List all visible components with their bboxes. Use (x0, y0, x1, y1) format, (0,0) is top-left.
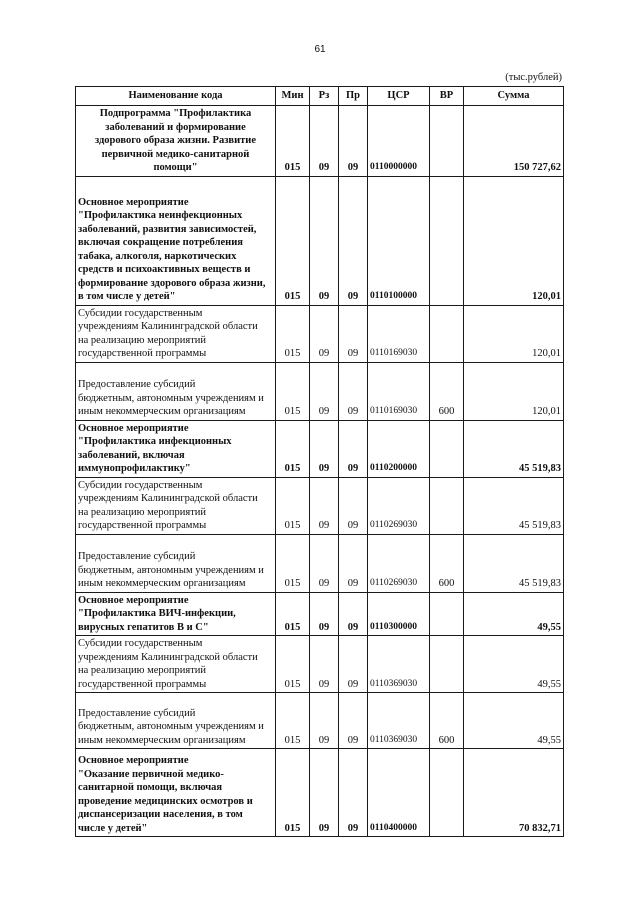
table-row (76, 749, 564, 837)
row-name: Основное мероприятие "Профилактика неинфекционных заболеваний, развития зависимостей, включая сокращение потребления табака, алкоголя, наркотических средств и психоактивных веществ и формирование здорового образа жизни, в том числе у детей" (76, 176, 276, 305)
table-row (76, 534, 564, 592)
header-pr: Пр (339, 87, 368, 106)
table-row (76, 362, 564, 420)
row-csr: 0110300000 (368, 592, 430, 636)
row-csr: 0110000000 (368, 106, 430, 177)
row-rz: 09 (310, 636, 339, 693)
row-vr (430, 305, 464, 362)
row-vr (430, 592, 464, 636)
row-vr (430, 636, 464, 693)
row-rz: 09 (310, 176, 339, 305)
row-pr: 09 (339, 420, 368, 477)
row-rz: 09 (310, 362, 339, 420)
row-sum: 49,55 (464, 592, 564, 636)
table-row (76, 176, 564, 305)
table-row (76, 636, 564, 693)
row-csr: 0110400000 (368, 749, 430, 837)
row-name: Предоставление субсидий бюджетным, автономным учреждениям и иным некоммерческим организациям (76, 693, 276, 749)
row-sum: 120,01 (464, 305, 564, 362)
row-name: Подпрограмма "Профилактика заболеваний и формирование здорового образа жизни. Развитие первичной медико-санитарной помощи" (76, 106, 276, 177)
row-csr: 0110369030 (368, 693, 430, 749)
row-min: 015 (276, 477, 310, 534)
row-name: Предоставление субсидий бюджетным, автономным учреждениям и иным некоммерческим организациям (76, 534, 276, 592)
row-sum: 45 519,83 (464, 534, 564, 592)
row-rz: 09 (310, 592, 339, 636)
row-vr (430, 749, 464, 837)
row-rz: 09 (310, 749, 339, 837)
header-name: Наименование кода (76, 87, 276, 106)
row-sum: 49,55 (464, 636, 564, 693)
row-min: 015 (276, 749, 310, 837)
row-vr (430, 106, 464, 177)
row-name: Основное мероприятие "Оказание первичной медико- санитарной помощи, включая проведение медицинских осмотров и диспансеризации населения, в том числе у детей" (76, 749, 276, 837)
table-header-row (76, 87, 564, 106)
row-sum: 45 519,83 (464, 420, 564, 477)
row-vr (430, 420, 464, 477)
row-csr: 0110200000 (368, 420, 430, 477)
row-min: 015 (276, 693, 310, 749)
row-vr: 600 (430, 362, 464, 420)
row-pr: 09 (339, 534, 368, 592)
row-min: 015 (276, 420, 310, 477)
table-row (76, 592, 564, 636)
row-name: Предоставление субсидий бюджетным, автономным учреждениям и иным некоммерческим организациям (76, 362, 276, 420)
row-csr: 0110269030 (368, 477, 430, 534)
row-rz: 09 (310, 534, 339, 592)
row-vr: 600 (430, 534, 464, 592)
row-rz: 09 (310, 420, 339, 477)
row-min: 015 (276, 305, 310, 362)
row-min: 015 (276, 636, 310, 693)
row-sum: 70 832,71 (464, 749, 564, 837)
row-sum: 120,01 (464, 362, 564, 420)
table-row (76, 693, 564, 749)
row-csr: 0110169030 (368, 362, 430, 420)
row-pr: 09 (339, 106, 368, 177)
row-min: 015 (276, 592, 310, 636)
row-pr: 09 (339, 636, 368, 693)
row-pr: 09 (339, 176, 368, 305)
row-sum: 150 727,62 (464, 106, 564, 177)
row-min: 015 (276, 106, 310, 177)
row-name: Субсидии государственным учреждениям Калининградской области на реализацию мероприятий государственной программы (76, 305, 276, 362)
row-pr: 09 (339, 749, 368, 837)
row-min: 015 (276, 176, 310, 305)
row-rz: 09 (310, 106, 339, 177)
row-name: Основное мероприятие "Профилактика ВИЧ-инфекции, вирусных гепатитов В и С" (76, 592, 276, 636)
row-rz: 09 (310, 477, 339, 534)
row-vr (430, 176, 464, 305)
units-label: (тыс.рублей) (505, 72, 562, 83)
row-csr: 0110269030 (368, 534, 430, 592)
row-rz: 09 (310, 305, 339, 362)
table-row (76, 420, 564, 477)
row-pr: 09 (339, 305, 368, 362)
row-pr: 09 (339, 592, 368, 636)
row-min: 015 (276, 362, 310, 420)
row-min: 015 (276, 534, 310, 592)
row-name: Субсидии государственным учреждениям Калининградской области на реализацию мероприятий государственной программы (76, 636, 276, 693)
header-csr: ЦСР (368, 87, 430, 106)
row-pr: 09 (339, 362, 368, 420)
budget-table (75, 86, 564, 837)
row-csr: 0110369030 (368, 636, 430, 693)
row-sum: 45 519,83 (464, 477, 564, 534)
row-csr: 0110169030 (368, 305, 430, 362)
row-name: Субсидии государственным учреждениям Калининградской области на реализацию мероприятий государственной программы (76, 477, 276, 534)
table-row (76, 106, 564, 177)
row-sum: 120,01 (464, 176, 564, 305)
header-vr: ВР (430, 87, 464, 106)
row-pr: 09 (339, 477, 368, 534)
row-name: Основное мероприятие "Профилактика инфекционных заболеваний, включая иммунопрофилактику" (76, 420, 276, 477)
table-row (76, 305, 564, 362)
page-number: 61 (314, 44, 326, 55)
table-row (76, 477, 564, 534)
header-rz: Рз (310, 87, 339, 106)
row-sum: 49,55 (464, 693, 564, 749)
row-csr: 0110100000 (368, 176, 430, 305)
row-pr: 09 (339, 693, 368, 749)
row-vr (430, 477, 464, 534)
header-min: Мин (276, 87, 310, 106)
header-sum: Сумма (464, 87, 564, 106)
row-rz: 09 (310, 693, 339, 749)
row-vr: 600 (430, 693, 464, 749)
